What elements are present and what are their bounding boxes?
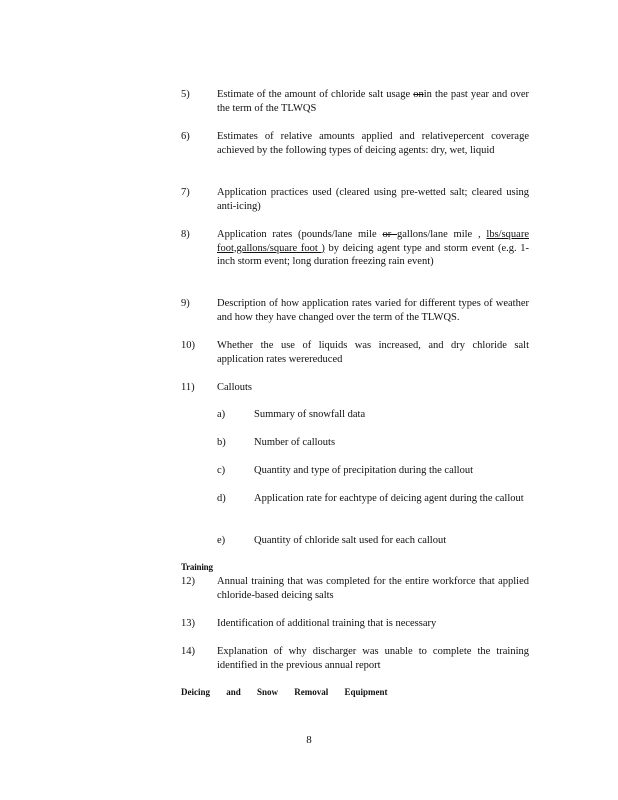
sub-item-text: Summary of snowfall data [254,409,366,420]
item-text: Application practices used (cleared using pre-wetted salt; cleared using anti-icing) [217,187,529,212]
item-number: 6) [181,131,190,142]
item-number: 13) [181,618,195,629]
item-text: Estimates of relative amounts applied and relativepercent coverage achieved by the following types of deicing agents: dry, wet, liquid [217,131,529,156]
item-number: 5) [181,89,190,100]
item-text: Explanation of why discharger was unable to complete the training identified in the previous annual report [217,646,529,671]
item-text: Description of how application rates varied for different types of weather and how they have changed over the term of the TLWQS. [217,298,529,323]
item-number: 11) [181,382,195,393]
item-text: Application rates (pounds/lane mile or gallons/lane mile , lbs/square foot,gallons/square foot ) by deicing agent type and storm event (e.g. 1-inch storm event; long duration freezing rain event) [217,229,530,267]
item-text: Annual training that was completed for the entire workforce that applied chloride-based deicing salts [217,576,529,601]
item-number: 8) [181,229,190,240]
page-number: 8 [306,734,312,746]
sub-item-text: Quantity and type of precipitation during the callout [254,465,473,476]
item-text: Estimate of the amount of chloride salt usage onin the past year and over the term of the TLWQS [217,89,529,114]
item-number: 12) [181,576,195,587]
item-number: 9) [181,298,190,309]
sub-item-text: Number of callouts [254,437,336,448]
equipment-heading: Deicing and Snow Removal Equipment [181,687,388,697]
sub-item-letter: c) [217,465,226,476]
sub-item-letter: b) [217,437,226,448]
item-number: 7) [181,187,190,198]
item-text: Callouts [217,382,253,393]
sub-item-letter: d) [217,493,226,504]
sub-item-letter: e) [217,535,226,546]
sub-item-letter: a) [217,409,226,420]
item-number: 10) [181,340,195,351]
item-text: Identification of additional training that is necessary [217,618,437,629]
item-text: Whether the use of liquids was increased, and dry chloride salt application rates werereduced [217,340,529,365]
sub-item-text: Application rate for eachtype of deicing agent during the callout [254,493,524,504]
training-heading: Training [181,562,213,572]
sub-item-text: Quantity of chloride salt used for each callout [254,535,447,546]
item-number: 14) [181,646,195,657]
